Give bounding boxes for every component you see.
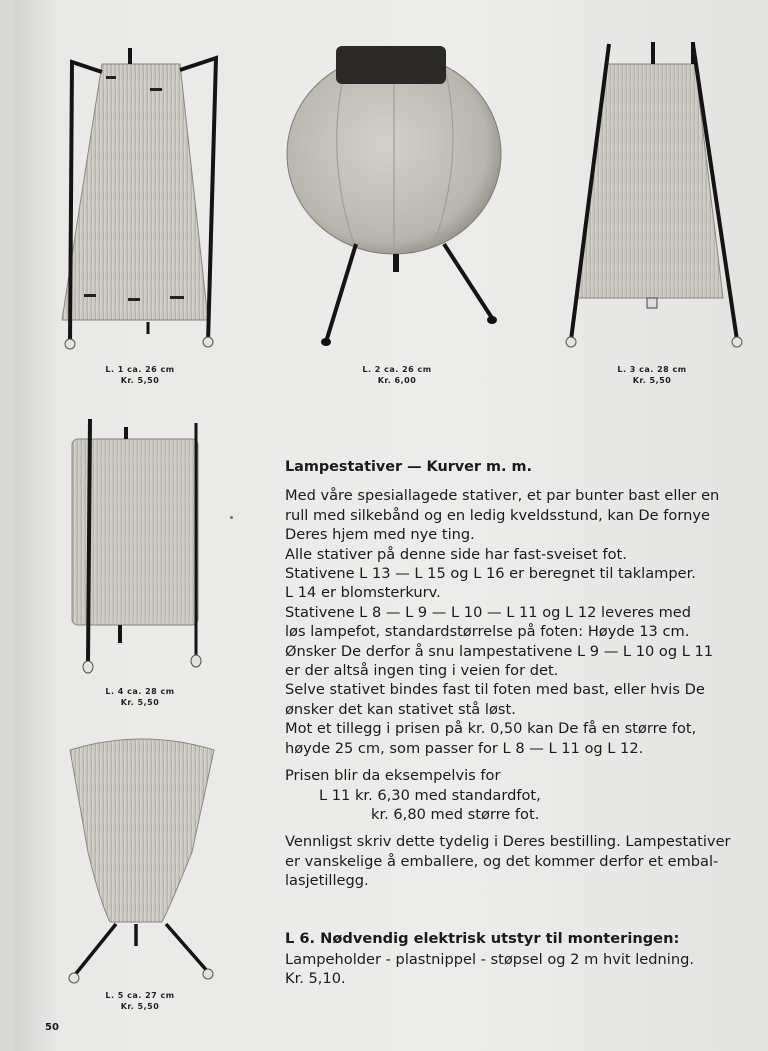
product-caption-l2 bbox=[347, 364, 447, 386]
article-line: Stativene L 13 — L 15 og L 16 er beregnet til taklamper. bbox=[285, 565, 696, 583]
article-text bbox=[285, 458, 745, 989]
product-size-label: L. 4 ca. 28 cm bbox=[105, 687, 175, 696]
product-price-label: Kr. 5,50 bbox=[120, 1002, 160, 1011]
l6-line: Lampeholder - plastnippel - støpsel og 2 m hvit ledning. bbox=[285, 950, 695, 968]
article-line: høyde 25 cm, som passer for L 8 — L 11 og L 12. bbox=[285, 739, 644, 757]
price-line-standard: L 11 kr. 6,30 med standardfot, bbox=[319, 786, 541, 804]
note-line: er vanskelige å emballere, og det kommer derfor et embal- bbox=[285, 852, 719, 870]
product-caption-l3 bbox=[602, 364, 702, 386]
product-size-label: L. 3 ca. 28 cm bbox=[617, 365, 687, 374]
lamp-image-l5 bbox=[62, 732, 222, 987]
article-line: ønsker det kan stativet stå løst. bbox=[285, 700, 516, 718]
lamp-image-l3 bbox=[565, 40, 745, 350]
product-caption-l5 bbox=[90, 990, 190, 1012]
price-intro: Prisen blir da eksempelvis for bbox=[285, 767, 501, 785]
product-price-label: Kr. 6,00 bbox=[377, 376, 417, 385]
article-line: er der altså ingen ting i veien for det. bbox=[285, 662, 559, 680]
article-line: Stativene L 8 — L 9 — L 10 — L 11 og L 12 leveres med bbox=[285, 603, 692, 621]
l6-heading: L 6. Nødvendig elektrisk utstyr til monteringen: bbox=[285, 929, 680, 947]
article-line: løs lampefot, standardstørrelse på foten: Høyde 13 cm. bbox=[285, 623, 690, 641]
article-line: Med våre spesiallagede stativer, et par bunter bast eller en bbox=[285, 487, 720, 505]
product-price-label: Kr. 5,50 bbox=[120, 698, 160, 707]
print-speck bbox=[230, 516, 233, 519]
note-line: lasjetillegg. bbox=[285, 872, 369, 890]
article-line: Deres hjem med nye ting. bbox=[285, 526, 475, 544]
article-line: rull med silkebånd og en ledig kveldsstund, kan De fornye bbox=[285, 506, 710, 524]
l6-price: Kr. 5,10. bbox=[285, 970, 346, 988]
article-line: Mot et tillegg i prisen på kr. 0,50 kan De få en større fot, bbox=[285, 720, 697, 738]
lamp-image-l4 bbox=[68, 415, 208, 675]
article-line: Alle stativer på denne side har fast-sveiset fot. bbox=[285, 545, 627, 563]
product-size-label: L. 1 ca. 26 cm bbox=[105, 365, 175, 374]
product-size-label: L. 5 ca. 27 cm bbox=[105, 991, 175, 1000]
product-price-label: Kr. 5,50 bbox=[632, 376, 672, 385]
page-number: 50 bbox=[45, 1022, 59, 1033]
product-size-label: L. 2 ca. 26 cm bbox=[362, 365, 432, 374]
product-caption-l4 bbox=[90, 686, 190, 708]
lamp-image-l2 bbox=[284, 44, 509, 349]
price-line-large: kr. 6,80 med større fot. bbox=[371, 805, 540, 823]
article-line: L 14 er blomsterkurv. bbox=[285, 584, 441, 602]
article-heading: Lampestativer — Kurver m. m. bbox=[285, 459, 532, 475]
product-caption-l1 bbox=[90, 364, 190, 386]
article-line: Ønsker De derfor å snu lampestativene L 9 — L 10 og L 11 bbox=[285, 642, 714, 660]
note-line: Vennligst skriv dette tydelig i Deres bestilling. Lampestativer bbox=[285, 833, 731, 851]
article-line: Selve stativet bindes fast til foten med bast, eller hvis De bbox=[285, 681, 705, 699]
lamp-image-l1 bbox=[58, 42, 223, 357]
product-price-label: Kr. 5,50 bbox=[120, 376, 160, 385]
